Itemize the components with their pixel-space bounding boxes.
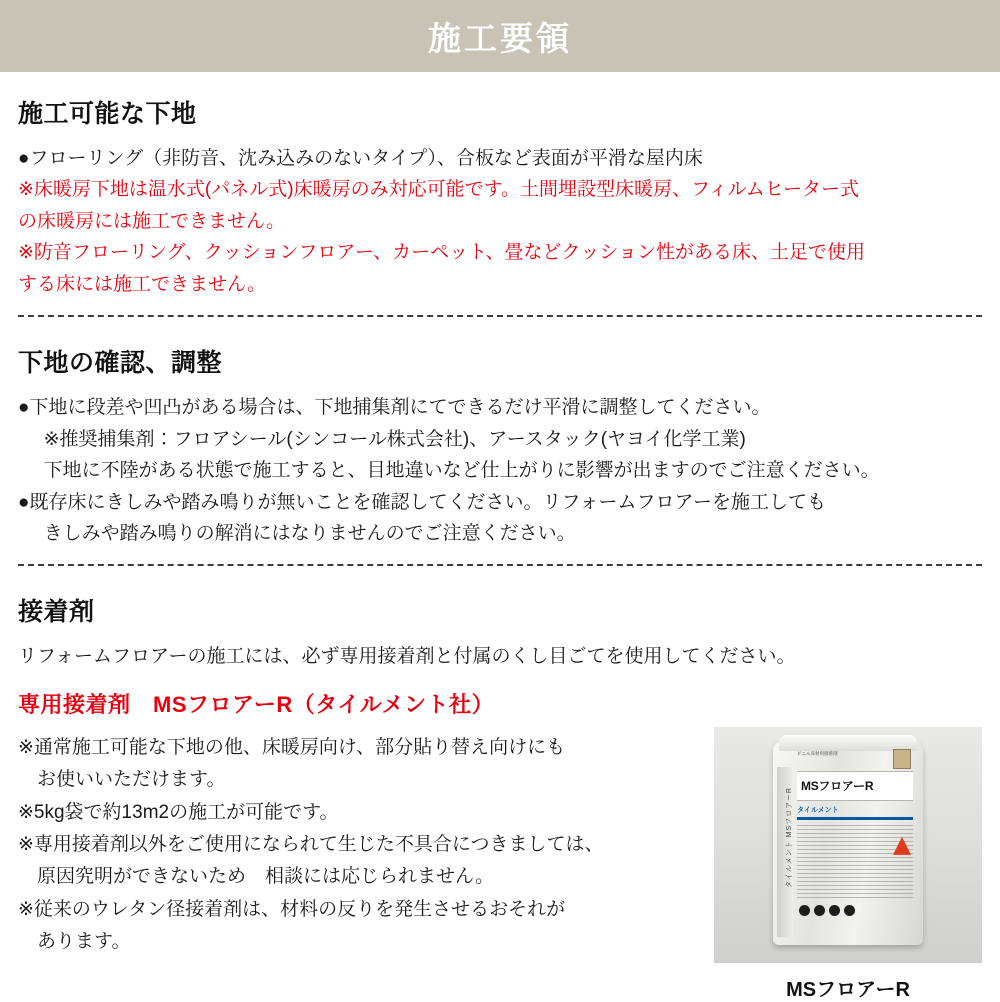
section-adhesive: [18, 570, 982, 1001]
pictogram-icon-4: [844, 905, 855, 916]
check-line-3: 下地に不陸がある状態で施工すると、目地違いなど仕上がりに影響が出ますのでご注意ください。: [43, 460, 880, 482]
product-caption: MSフロアーR: [786, 978, 910, 1001]
section-substrate: [18, 72, 982, 299]
adhesive-note-1: ※通常施工可能な下地の他、床暖房向け、部分貼り替え向けにも: [18, 736, 566, 758]
adhesive-note-4b: あります。: [18, 931, 131, 953]
substrate-line-5: する床には施工できません。: [18, 273, 267, 295]
page-title: 施工要領: [428, 19, 572, 57]
adhesive-intro: リフォームフロアーの施工には、必ず専用接着剤と付属のくし目ごてを使用してください。: [18, 646, 796, 668]
substrate-line-2: ※床暖房下地は温水式(パネル式)床暖房のみ対応可能です。土間埋設型床暖房、フィルムヒーター式: [18, 179, 860, 201]
substrate-line-4: ※防音フローリング、クッションフロアー、カーペット、畳などクッション性がある床、土足で使用: [18, 242, 865, 264]
document-body: [0, 72, 1000, 1002]
product-figure: [714, 727, 982, 1002]
adhesive-notes-list: [18, 733, 690, 960]
pouch-pictogram-icons: [799, 905, 855, 916]
section-title-substrate: 施工可能な下地: [18, 100, 197, 128]
adhesive-note-3b: 原因究明ができないため 相談には応じられません。: [18, 866, 495, 888]
adhesive-note-2: ※5kg袋で約13m2の施工が可能です。: [18, 801, 339, 823]
section-check-adjust: [18, 321, 982, 548]
pouch-brand-name: MSフロアーR: [801, 779, 874, 794]
check-line-1: ●下地に段差や凹凸がある場合は、下地捕集剤にてできるだけ平滑に調整してください。: [18, 397, 771, 419]
divider-2: [18, 564, 982, 566]
pouch-side-panel: [777, 767, 793, 937]
check-line-2: ※推奨捕集剤：フロアシール(シンコール株式会社)、アースタック(ヤヨイ化学工業): [43, 428, 746, 450]
check-line-4: ●既存床にきしみや踏み鳴りが無いことを確認してください。リフォームフロアーを施工しても: [18, 491, 826, 513]
product-photo: [714, 727, 982, 963]
pictogram-icon-1: [799, 905, 810, 916]
adhesive-note-1b: お使いいただけます。: [18, 769, 226, 791]
pouch-side-text: タイルメント MSフロアーR: [786, 786, 793, 888]
pouch-brand-band: [797, 771, 913, 801]
check-line-5: きしみや踏み鳴りの解消にはなりませんのでご注意ください。: [43, 522, 576, 544]
adhesive-note-3: ※専用接着剤以外をご使用になられて生じた不具合につきましては、: [18, 833, 604, 855]
pouch-color-swatch: [893, 749, 911, 769]
pouch-fineprint-block: [797, 825, 913, 899]
pouch-label-top-text: ビニル床材用接着剤: [797, 750, 838, 756]
section-title-adhesive: 接着剤: [18, 598, 95, 627]
pouch-accent-bar: [797, 817, 913, 820]
adhesive-note-4: ※従来のウレタン径接着剤は、材料の反りを発生させるおそれが: [18, 898, 566, 920]
pictogram-icon-3: [829, 905, 840, 916]
section-title-check-adjust: 下地の確認、調整: [18, 349, 223, 378]
substrate-line-1: ●フローリング（非防音、沈み込みのないタイプ）、合板など表面が平滑な屋内床: [18, 148, 703, 169]
pictogram-icon-2: [814, 905, 825, 916]
adhesive-product-heading: 専用接着剤 MSフロアーR（タイルメント社）: [18, 691, 495, 717]
divider-1: [18, 315, 982, 317]
pouch-maker-name: タイルメント: [797, 806, 839, 814]
page-header: [0, 0, 1000, 72]
adhesive-content-row: [18, 733, 982, 1002]
adhesive-pouch-graphic: [773, 741, 923, 945]
substrate-line-3: の床暖房には施工できません。: [18, 210, 286, 232]
